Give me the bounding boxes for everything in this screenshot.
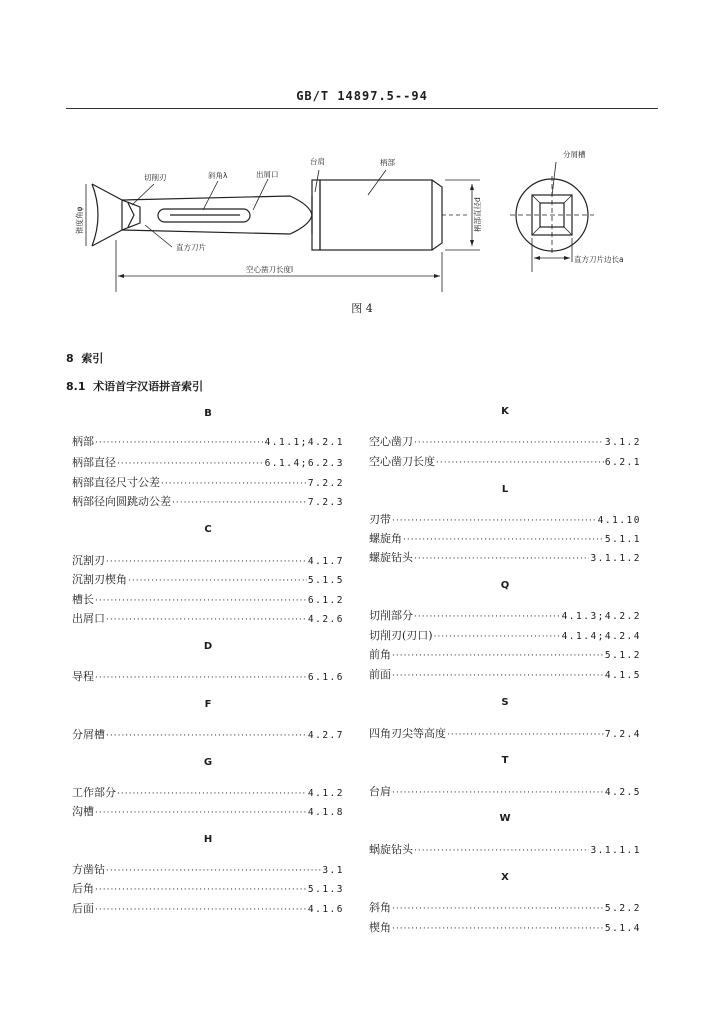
index-reference: 6.1.6 <box>307 672 344 683</box>
leader-dots <box>95 438 264 448</box>
subsection-title: 术语首字汉语拼音索引 <box>93 380 204 393</box>
label-cutting-edge: 切削刃 <box>144 173 167 182</box>
index-reference: 4.1.4;4.2.4 <box>561 631 641 642</box>
index-letter-f: F <box>204 699 212 710</box>
leader-dots <box>434 632 561 642</box>
index-reference: 5.1.4 <box>604 923 641 934</box>
index-term: 蜗旋钻头 <box>369 843 413 856</box>
index-term: 槽长 <box>72 593 94 606</box>
index-entry <box>369 841 641 857</box>
index-reference: 3.1.2 <box>604 437 641 448</box>
subsection-number: 8.1 <box>66 380 86 393</box>
index-term: 工作部分 <box>72 786 116 799</box>
leader-dots <box>106 615 307 625</box>
index-entry <box>72 552 344 568</box>
leader-dots <box>161 479 307 489</box>
index-reference: 4.2.6 <box>307 614 344 625</box>
leader-dots <box>117 789 307 799</box>
index-term: 前面 <box>369 668 391 681</box>
index-term: 柄部 <box>72 435 94 448</box>
index-letter-x: X <box>501 872 509 883</box>
index-entry <box>72 433 344 449</box>
label-hollow-chisel-length: 空心凿刀长度l <box>246 265 294 274</box>
index-letter-g: G <box>203 757 213 768</box>
index-reference: 4.1.7 <box>307 556 344 567</box>
label-square-blade-side: 直方刀片边长a <box>574 255 624 264</box>
leader-dots <box>392 788 604 798</box>
index-letter-q: Q <box>500 580 510 591</box>
label-taper-angle: 锥度角φ <box>75 206 84 234</box>
leader-dots <box>403 535 604 545</box>
index-reference: 6.2.1 <box>604 457 641 468</box>
label-shank-diameter: 柄部直径d <box>473 197 482 232</box>
index-entry <box>369 549 641 565</box>
leader-dots <box>436 458 604 468</box>
leader-dots <box>95 905 307 915</box>
index-term: 方凿钻 <box>72 863 105 876</box>
index-entry <box>369 783 641 799</box>
index-reference: 4.2.5 <box>604 787 641 798</box>
leader-dots <box>414 612 561 622</box>
leader-dots <box>106 866 321 876</box>
leader-dots <box>106 557 307 567</box>
section-heading <box>66 350 103 366</box>
label-shank: 柄部 <box>380 158 395 167</box>
index-entry <box>72 784 344 800</box>
index-entry <box>72 668 344 684</box>
index-entry <box>369 433 641 449</box>
index-entry <box>369 666 641 682</box>
leader-dots <box>392 904 604 914</box>
index-reference: 4.1.10 <box>597 515 641 526</box>
index-term: 切削部分 <box>369 609 413 622</box>
index-term: 切削刃(刃口) <box>369 629 433 642</box>
index-letter-k: K <box>501 406 509 417</box>
index-reference: 5.1.2 <box>604 650 641 661</box>
index-entry <box>72 493 344 509</box>
index-entry <box>369 899 641 915</box>
index-entry <box>72 880 344 896</box>
index-letter-l: L <box>501 484 509 495</box>
leader-dots <box>128 576 307 586</box>
index-entry <box>369 646 641 662</box>
index-reference: 3.1.1.2 <box>590 553 641 564</box>
leader-dots <box>106 731 307 741</box>
index-letter-d: D <box>203 641 213 652</box>
index-term: 沉割刃楔角 <box>72 573 127 586</box>
index-entry <box>369 511 641 527</box>
index-entry <box>369 725 641 741</box>
index-term: 出屑口 <box>72 612 105 625</box>
index-term: 台肩 <box>369 785 391 798</box>
index-reference: 3.1.1.1 <box>590 845 641 856</box>
index-term: 螺旋钻头 <box>369 551 413 564</box>
label-angle: 斜角λ <box>208 171 228 180</box>
index-entry <box>72 726 344 742</box>
index-letter-c: C <box>204 524 212 535</box>
leader-dots <box>392 924 604 934</box>
index-entry <box>72 454 344 470</box>
index-entry <box>72 474 344 490</box>
index-entry <box>72 591 344 607</box>
index-term: 前角 <box>369 648 391 661</box>
leader-dots <box>392 651 604 661</box>
index-reference: 3.1 <box>322 865 344 876</box>
leader-dots <box>95 885 307 895</box>
index-reference: 5.2.2 <box>604 903 641 914</box>
index-term: 导程 <box>72 670 94 683</box>
section-number: 8 <box>66 352 74 365</box>
index-entry <box>72 861 344 877</box>
hollow-chisel-figure <box>0 0 724 320</box>
index-reference: 6.1.2 <box>307 595 344 606</box>
label-shoulder: 台肩 <box>310 157 325 166</box>
index-reference: 7.2.4 <box>604 729 641 740</box>
leader-dots <box>95 808 307 818</box>
index-entry <box>369 530 641 546</box>
index-entry <box>72 900 344 916</box>
index-reference: 6.1.4;6.2.3 <box>264 458 344 469</box>
index-entry <box>369 453 641 469</box>
index-letter-h: H <box>203 834 213 845</box>
index-term: 柄部径向圆跳动公差 <box>72 495 171 508</box>
standard-number-header: GB/T 14897.5--94 <box>296 89 428 103</box>
index-term: 斜角 <box>369 901 391 914</box>
index-letter-w: W <box>499 813 511 824</box>
index-term: 四角刃尖等高度 <box>369 727 446 740</box>
index-reference: 4.1.2 <box>307 788 344 799</box>
index-entry <box>72 610 344 626</box>
label-chip-groove: 分屑槽 <box>563 150 586 159</box>
index-entry <box>369 627 641 643</box>
index-letter-s: S <box>501 697 509 708</box>
leader-dots <box>414 438 604 448</box>
index-term: 分屑槽 <box>72 728 105 741</box>
index-reference: 5.1.1 <box>604 534 641 545</box>
leader-dots <box>117 459 264 469</box>
index-term: 楔角 <box>369 921 391 934</box>
label-chip-outlet: 出屑口 <box>256 170 279 179</box>
index-reference: 5.1.5 <box>307 575 344 586</box>
index-term: 刃带 <box>369 513 391 526</box>
index-term: 柄部直径尺寸公差 <box>72 476 160 489</box>
leader-dots <box>392 516 597 526</box>
index-reference: 4.1.1;4.2.1 <box>264 437 344 448</box>
index-entry <box>72 571 344 587</box>
leader-dots <box>95 673 307 683</box>
leader-dots <box>414 846 589 856</box>
figure-caption: 图 4 <box>351 302 373 315</box>
leader-dots <box>414 554 589 564</box>
index-reference: 7.2.3 <box>307 497 344 508</box>
index-term: 螺旋角 <box>369 532 402 545</box>
index-entry <box>72 803 344 819</box>
index-term: 沉割刃 <box>72 554 105 567</box>
index-term: 空心凿刀长度 <box>369 455 435 468</box>
index-term: 柄部直径 <box>72 456 116 469</box>
index-reference: 4.1.6 <box>307 904 344 915</box>
index-entry <box>369 919 641 935</box>
index-term: 空心凿刀 <box>369 435 413 448</box>
index-entry <box>369 607 641 623</box>
index-reference: 4.1.3;4.2.2 <box>561 611 641 622</box>
index-reference: 4.1.5 <box>604 670 641 681</box>
subsection-heading <box>66 378 203 394</box>
label-square-blade: 直方刀片 <box>176 243 206 252</box>
index-reference: 5.1.3 <box>307 884 344 895</box>
index-term: 后角 <box>72 882 94 895</box>
index-term: 后面 <box>72 902 94 915</box>
leader-dots <box>392 671 604 681</box>
leader-dots <box>95 596 307 606</box>
leader-dots <box>172 498 307 508</box>
index-reference: 7.2.2 <box>307 478 344 489</box>
index-reference: 4.1.8 <box>307 807 344 818</box>
leader-dots <box>447 730 604 740</box>
index-reference: 4.2.7 <box>307 730 344 741</box>
index-letter-t: T <box>501 755 509 766</box>
index-letter-b: B <box>204 408 212 419</box>
section-title: 索引 <box>81 352 104 365</box>
index-term: 沟槽 <box>72 805 94 818</box>
